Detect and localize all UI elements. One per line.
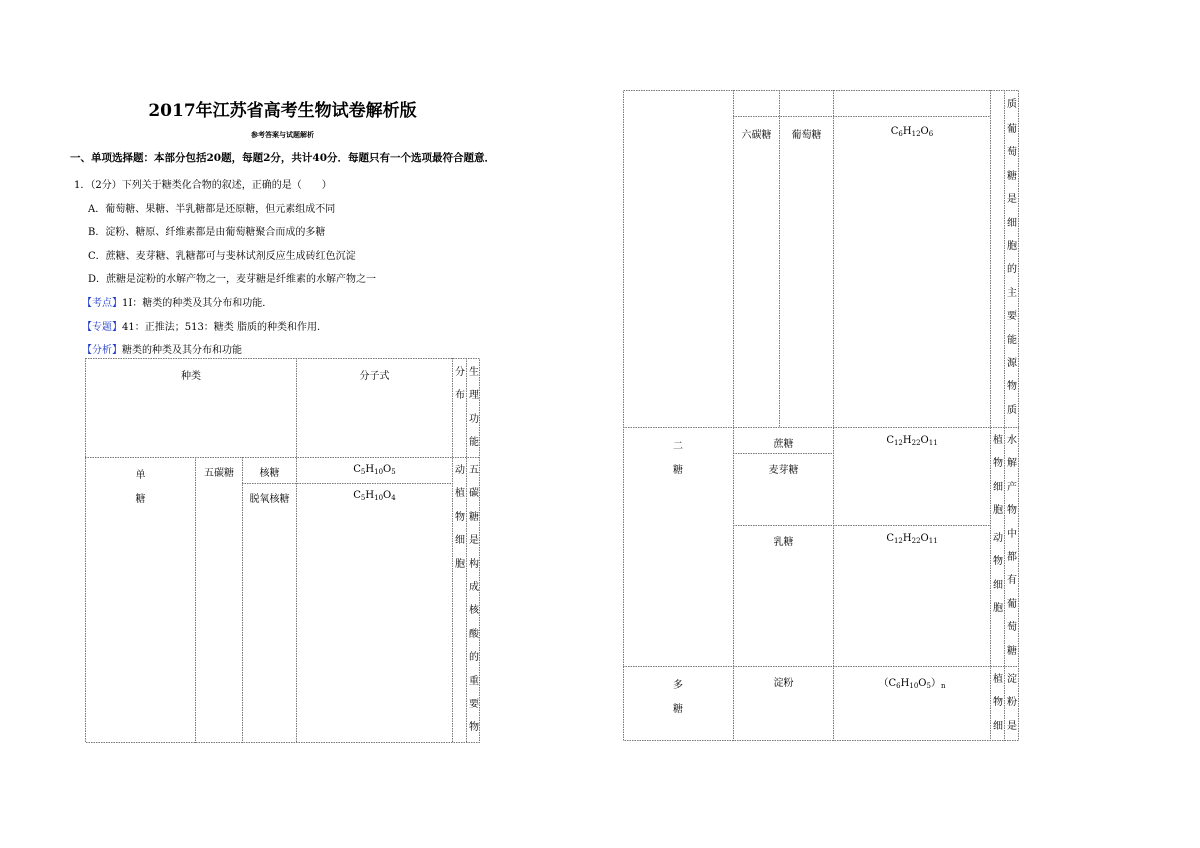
header-distribution: 分布 [455,367,465,402]
sucrose-label: 蔗糖 [773,439,794,450]
section-heading: 一、单项选择题：本部分包括20题，每题2分，共计40分．每题只有一个选项最符合题意． [70,152,496,164]
starch-label: 淀粉 [773,678,794,689]
pentose-function: 五碳糖是构成核酸的重要物 [469,465,479,734]
lactose-formula: $C_{12}H_{22}O_{11}$ [886,533,938,545]
animal-cell-distribution: 动物细胞 [993,533,1003,615]
option-b: B．淀粉、糖原、纤维素都是由葡萄糖聚合而成的多糖 [88,227,326,238]
hexose-label: 六碳糖 [741,130,772,141]
question-stem: 1．（2分）下列关于糖类化合物的叙述，正确的是（ ） [74,180,332,191]
kaodian-text: 1I：糖类的种类及其分布和功能． [122,298,273,309]
disaccharide-function: 水解产物中都有葡萄糖 [1007,435,1017,657]
header-formula: 分子式 [359,371,390,382]
starch-formula: $(C_6H_{10}O_5)_n$ [878,678,946,690]
document-subtitle: 参考答案与试题解析 [251,130,314,139]
glucose-function: 葡萄糖是细胞的主要能源物质 [1007,124,1017,416]
monosaccharide-label: 单糖 [135,470,146,505]
deoxyribose-formula: $C_5H_{10}O_4$ [353,490,396,502]
zhuanti-tag: 【专题】 [82,322,122,333]
disaccharide-label: 二糖 [673,441,683,476]
ribose-formula: $C_5H_{10}O_5$ [353,464,396,476]
pentose-distribution: 动植物细胞 [455,465,465,570]
option-c: C．蔗糖、麦芽糖、乳糖都可与斐林试剂反应生成砖红色沉淀 [88,251,356,262]
starch-distribution: 植物细 [993,674,1003,732]
option-d: D．蔗糖是淀粉的水解产物之一，麦芽糖是纤维素的水解产物之一 [88,274,377,285]
option-a: A．葡萄糖、果糖、半乳糖都是还原糖，但元素组成不同 [88,204,336,215]
fenxi-tag: 【分析】 [82,345,122,356]
sucrose-formula: $C_{12}H_{22}O_{11}$ [886,435,938,447]
top-function-tail: 质 [1007,99,1017,110]
pentose-label: 五碳糖 [204,468,234,479]
glucose-formula: $C_6H_{12}O_6$ [890,126,934,138]
polysaccharide-label: 多糖 [673,680,683,715]
header-function: 生理功能 [469,367,479,449]
plant-cell-distribution: 植物细胞 [993,435,1003,517]
maltose-label: 麦芽糖 [768,465,799,476]
lactose-label: 乳糖 [773,537,794,548]
starch-function: 淀粉是 [1007,674,1017,732]
deoxyribose-label: 脱氧核糖 [249,494,290,505]
fenxi-text: 糖类的种类及其分布和功能 [122,345,242,356]
header-kind: 种类 [181,371,201,382]
glucose-label: 葡萄糖 [791,130,822,141]
zhuanti-text: 41：正推法；513：糖类 脂质的种类和作用． [122,322,327,333]
kaodian-tag: 【考点】 [82,298,122,309]
document-title: 2017年江苏省高考生物试卷解析版 [148,101,417,121]
ribose-label: 核糖 [259,468,280,479]
